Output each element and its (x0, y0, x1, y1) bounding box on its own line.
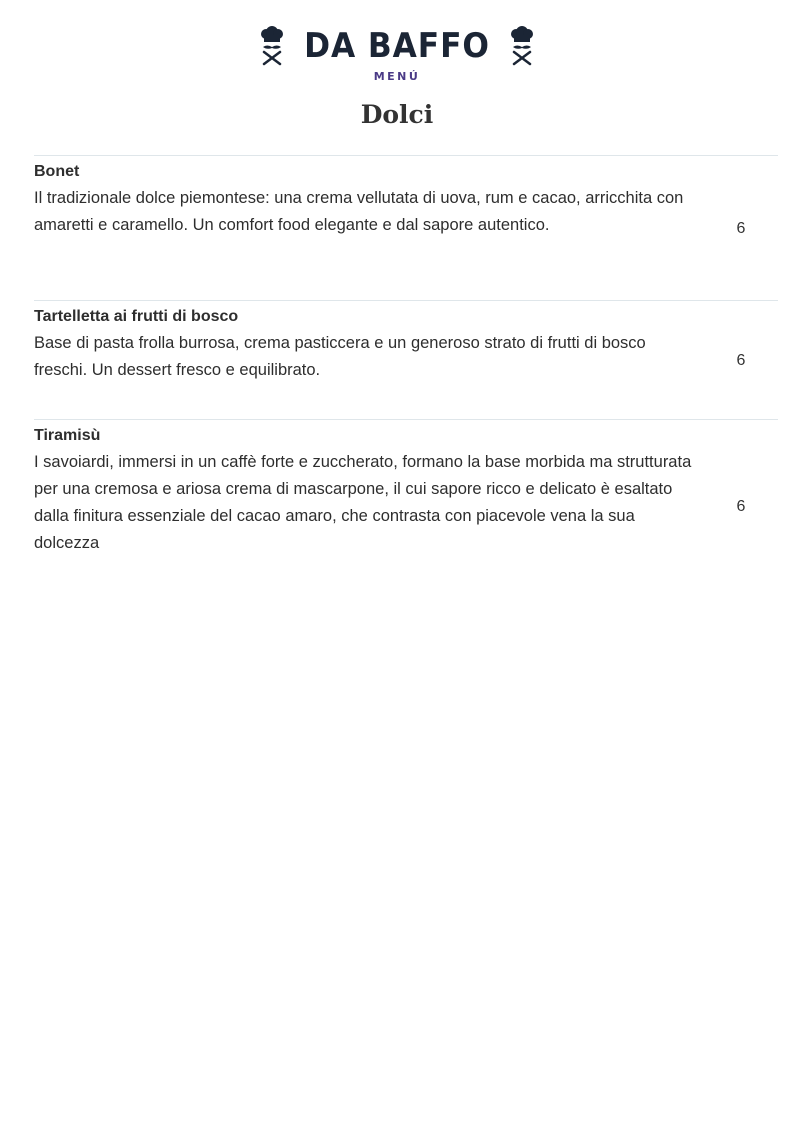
menu-subtitle: MENÚ (373, 70, 421, 83)
menu-item-text (34, 162, 698, 239)
menu-item-text (34, 426, 698, 557)
menu-item-description: Base di pasta frolla burrosa, crema pasticcera e un generoso strato di frutti di bosco freschi. Un dessert fresco e equilibrato. (34, 334, 646, 379)
menu-item-price: 6 (736, 352, 746, 369)
menu-item (34, 155, 778, 300)
section-title: Dolci (360, 100, 434, 129)
menu-item-description: Il tradizionale dolce piemontese: una crema vellutata di uova, rum e cacao, arricchita con amaretti e caramello. Un comfort food elegante e dal sapore autentico. (34, 189, 684, 234)
menu-item-name: Tartelletta ai frutti di bosco (34, 308, 239, 325)
menu-item-description: I savoiardi, immersi in un caffè forte e zuccherato, formano la base morbida ma strutturata per una cremosa e ariosa crema di mascarpone, il cui sapore ricco e delicato è esaltato dalla finitura essenziale del cacao amaro, che contrasta con piacevole vena la sua dolcezza (34, 453, 692, 552)
menu-item (34, 300, 778, 419)
brand-logo (0, 24, 794, 68)
menu-item-text (34, 307, 698, 384)
menu-item-price: 6 (736, 498, 746, 515)
menu-item-name: Tiramisù (34, 427, 101, 444)
menu-item-name: Bonet (34, 163, 80, 180)
menu-item (34, 419, 778, 566)
menu-header (0, 24, 794, 88)
menu-item-price: 6 (736, 220, 746, 237)
chef-mustache-icon (258, 26, 286, 66)
chef-mustache-icon (508, 26, 536, 66)
brand-name: DA BAFFO (304, 26, 490, 66)
menu-list (34, 155, 778, 566)
